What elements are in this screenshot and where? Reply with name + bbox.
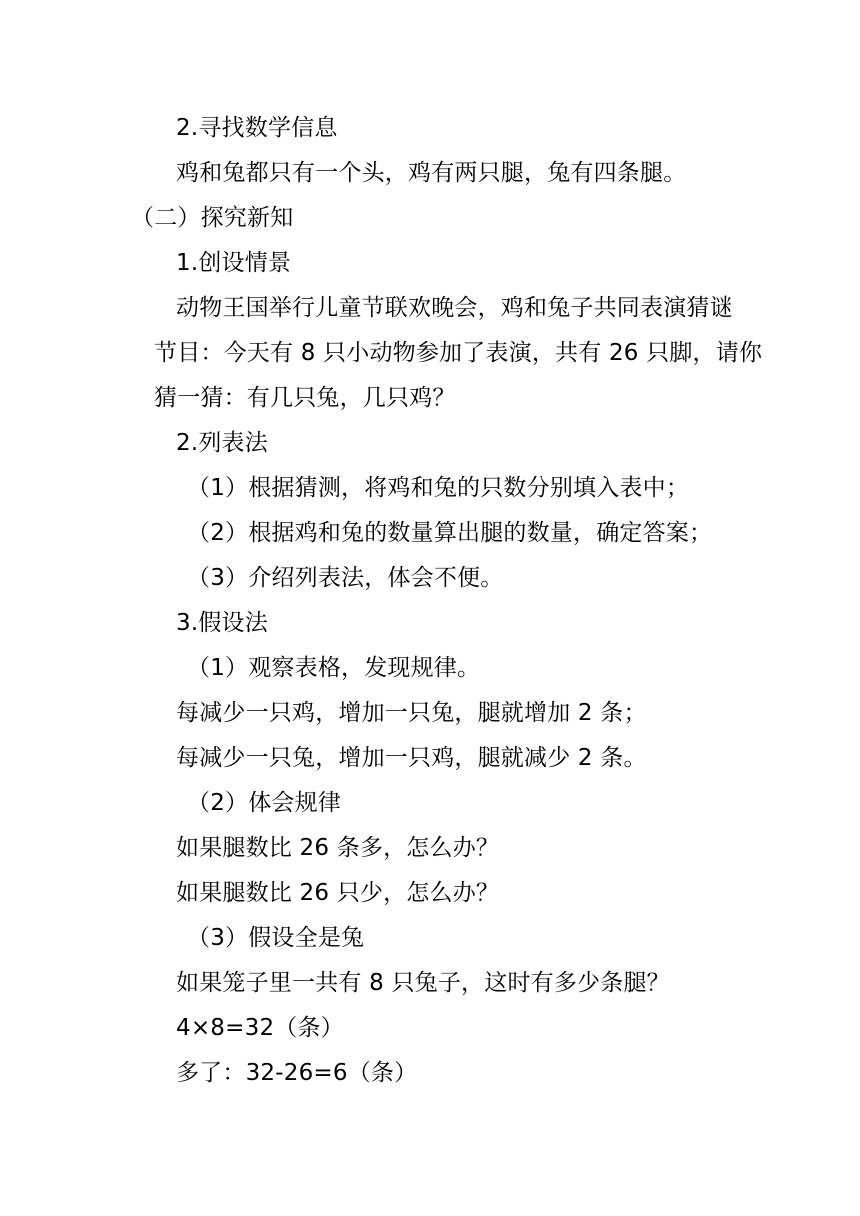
list-item-table-step-3: （3）介绍列表法，体会不便。 bbox=[187, 565, 504, 591]
paragraph-scenario-line-2: 节目：今天有 8 只小动物参加了表演，共有 26 只脚，请你 bbox=[154, 340, 763, 366]
section-heading-explore: （二）探究新知 bbox=[131, 205, 294, 231]
heading-assumption-method: 3.假设法 bbox=[176, 610, 268, 636]
equation-total-legs: 4×8=32（条） bbox=[176, 1015, 344, 1041]
paragraph-question-more: 如果腿数比 26 条多，怎么办？ bbox=[176, 835, 500, 861]
paragraph-scenario-line-3: 猜一猜：有几只兔，几只鸡？ bbox=[154, 385, 456, 411]
heading-table-method: 2.列表法 bbox=[176, 430, 268, 456]
paragraph-question-less: 如果腿数比 26 只少，怎么办？ bbox=[176, 880, 500, 906]
paragraph-rule-2: 每减少一只兔，增加一只鸡，腿就减少 2 条。 bbox=[176, 745, 647, 771]
heading-create-scenario: 1.创设情景 bbox=[176, 250, 292, 276]
paragraph-scenario-line-1: 动物王国举行儿童节联欢晚会，鸡和兔子共同表演猜谜 bbox=[176, 295, 733, 321]
paragraph-cage-question: 如果笼子里一共有 8 只兔子，这时有多少条腿？ bbox=[176, 970, 670, 996]
equation-extra-legs: 多了：32-26=6（条） bbox=[176, 1060, 418, 1086]
heading-find-math-info: 2.寻找数学信息 bbox=[176, 115, 338, 141]
list-item-assume-all-rabbits: （3）假设全是兔 bbox=[187, 925, 365, 951]
list-item-table-step-2: （2）根据鸡和兔的数量算出腿的数量，确定答案； bbox=[187, 520, 713, 546]
list-item-experience-rule: （2）体会规律 bbox=[187, 790, 342, 816]
paragraph-chicken-rabbit-legs: 鸡和兔都只有一个头，鸡有两只腿，兔有四条腿。 bbox=[176, 160, 687, 186]
paragraph-rule-1: 每减少一只鸡，增加一只兔，腿就增加 2 条； bbox=[176, 700, 647, 726]
list-item-table-step-1: （1）根据猜测，将鸡和兔的只数分别填入表中； bbox=[187, 475, 690, 501]
list-item-observe-table: （1）观察表格，发现规律。 bbox=[187, 655, 481, 681]
